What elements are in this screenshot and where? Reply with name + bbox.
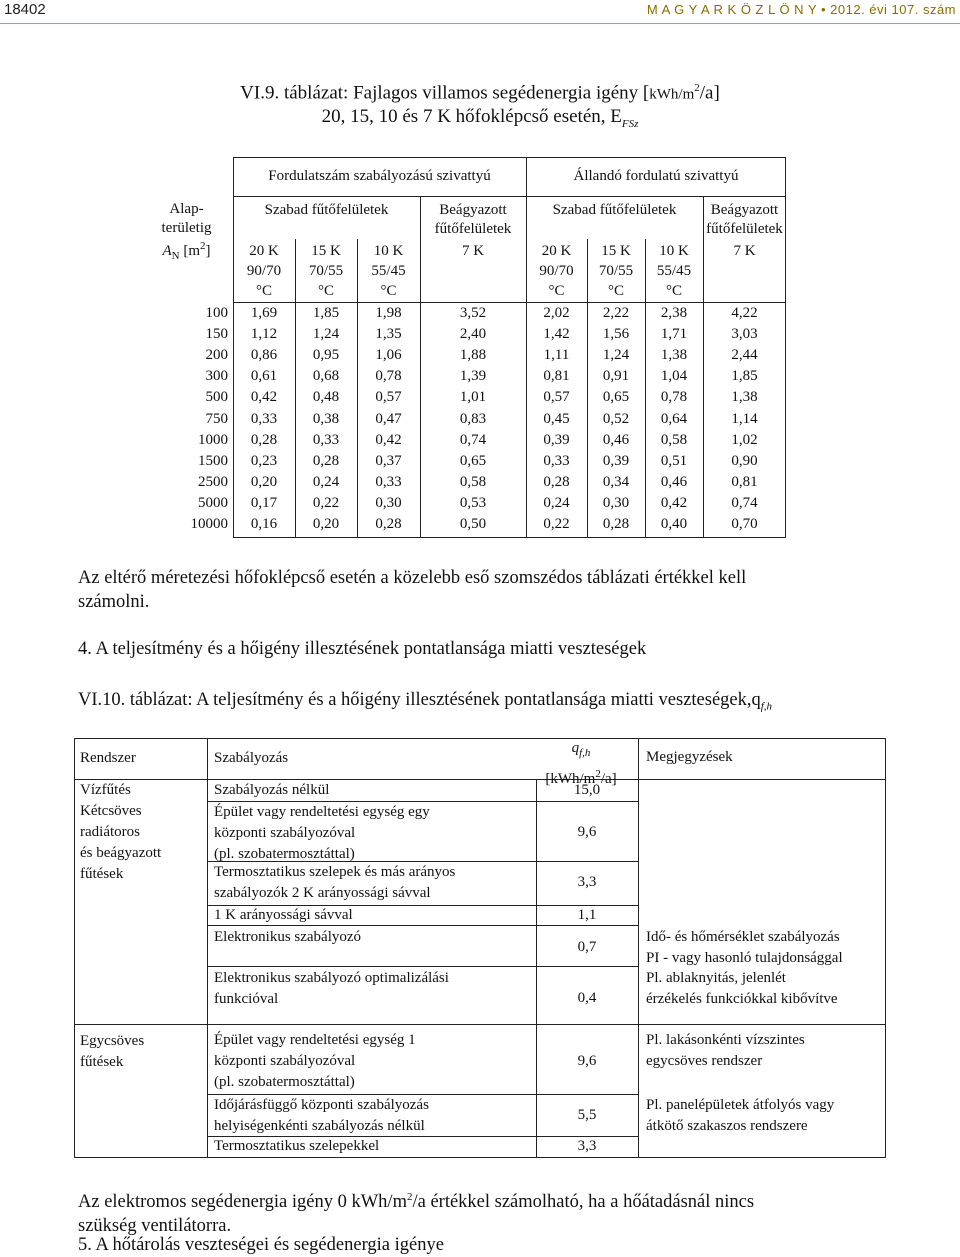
control-text: központi szabályozóval — [214, 825, 356, 841]
temp-header-col_20k: 20 K — [249, 243, 279, 259]
table-cell: 3,03 — [731, 326, 758, 343]
area-value: 1500 — [198, 452, 228, 469]
table-cell: 0,51 — [660, 452, 688, 469]
area-value: 300 — [205, 368, 228, 385]
journal-title: M A G Y A R K Ö Z L Ö N Y • 2012. évi 107. szám — [646, 2, 956, 17]
q-value: 0,7 — [577, 939, 597, 955]
area-label-1: Alap- — [169, 201, 204, 217]
control-text: 1 K arányossági sávval — [214, 907, 353, 923]
table-cell: 2,02 — [543, 305, 570, 321]
temp-header-col_20k: 90/70 — [539, 263, 574, 279]
temp-header-col_15k: 15 K — [311, 243, 341, 259]
control-text: Időjárásfüggő központi szabályozás — [214, 1097, 429, 1113]
paragraph-note: Az eltérő méretezési hőfoklépcső esetén a közelebb eső szomszédos táblázati értékkel kell számolni. — [78, 568, 747, 612]
table-cell: 0,30 — [602, 494, 630, 511]
table-cell: 1,06 — [375, 347, 402, 364]
table2-col-rule — [638, 738, 639, 1158]
note-text: átkötő szakaszos rendszere — [646, 1118, 808, 1134]
table-cell: 0,23 — [250, 452, 278, 469]
table-cell: 0,81 — [543, 368, 570, 385]
system-name: fűtések — [80, 866, 124, 882]
table-cell: 1,38 — [731, 389, 758, 406]
area-value: 200 — [205, 347, 228, 364]
control-text: Elektronikus szabályozó — [214, 929, 362, 945]
control-text: Épület vagy rendeltetési egység egy — [214, 804, 430, 820]
q-value: 0,4 — [577, 990, 597, 1006]
embedded-const-2: fűtőfelületek — [706, 221, 783, 237]
embedded-const-1: Beágyazott — [710, 202, 779, 218]
temp-header-col_15k: 70/55 — [598, 263, 634, 279]
q-value: 3,3 — [577, 1138, 597, 1154]
temp-header-col_15k: °C — [317, 283, 334, 299]
table-cell: 1,56 — [602, 326, 630, 343]
temp-header-col_10k: 10 K — [659, 243, 689, 259]
table-cell: 0,20 — [250, 473, 278, 490]
table-cell: 0,95 — [312, 347, 340, 364]
table-cell: 0,58 — [660, 431, 688, 448]
table2-header-rule — [74, 779, 886, 780]
table-cell: 0,39 — [602, 452, 630, 469]
table-cell: 3,52 — [459, 305, 487, 321]
table-cell: 0,28 — [312, 452, 340, 469]
table-cell: 0,39 — [543, 431, 570, 448]
paragraph-electric: Az elektromos segédenergia igény 0 kWh/$m^2/a$ értékkel számolható, ha a hőátadásnál nincs szükség ventilátorra. — [78, 1191, 755, 1237]
control-text: Termosztatikus szelepek és más arányos — [214, 864, 456, 880]
area-value: 2500 — [198, 473, 228, 490]
table-cell: 0,78 — [660, 389, 688, 406]
table2-group-rule — [74, 1024, 886, 1025]
table-cell: 0,81 — [731, 473, 758, 490]
temp-header-col_10k: 55/45 — [656, 263, 692, 279]
page-number: 18402 — [4, 1, 46, 18]
table-cell: 0,16 — [250, 516, 278, 532]
table-cell: 0,28 — [250, 431, 278, 448]
note-text: egycsöves rendszer — [646, 1053, 763, 1069]
table-cell: 0,53 — [459, 494, 487, 511]
control-text: helyiségenkénti szabályozás nélkül — [214, 1118, 425, 1134]
table-cell: 2,22 — [602, 305, 630, 321]
table-cell: 0,17 — [250, 494, 278, 511]
free-surfaces-const: Szabad fűtőfelületek — [552, 202, 677, 218]
embedded-var-1: Beágyazott — [439, 202, 507, 218]
table-cell: 0,22 — [312, 494, 340, 511]
table-cell: 0,33 — [312, 431, 340, 448]
head-q: $q_{f,h}$ $[kWh/m^2/a]$ — [545, 740, 617, 787]
area-value: 150 — [205, 326, 228, 343]
table-cell: 1,42 — [543, 326, 570, 343]
group-constant-speed: Állandó fordulatú szivattyú — [573, 168, 739, 184]
control-text: szabályozók 2 K arányossági sávval — [214, 885, 431, 901]
table-cell: 1,04 — [660, 368, 688, 385]
control-text: funkcióval — [214, 991, 279, 1007]
control-text: Épület vagy rendeltetési egység 1 — [214, 1032, 416, 1048]
table-cell: 0,50 — [459, 516, 487, 532]
table-cell: 0,64 — [660, 410, 688, 427]
control-text: (pl. szobatermosztáttal) — [214, 1074, 355, 1090]
table-cell: 0,57 — [543, 389, 570, 406]
group-variable-speed: Fordulatszám szabályozású szivattyú — [268, 168, 491, 184]
header-rule — [0, 23, 960, 24]
q-value: 1,1 — [577, 907, 597, 923]
table-cell: 1,71 — [660, 326, 688, 343]
table-cell: 0,37 — [375, 452, 402, 469]
head-notes: Megjegyzések — [646, 749, 733, 765]
area-value: 1000 — [198, 431, 228, 448]
table1-title-line2: 20, 15, 10 és 7 K hőfoklépcső esetén, $E_{FSz}$ — [321, 106, 639, 130]
table-cell: 0,42 — [375, 431, 402, 448]
table-cell: 4,22 — [731, 305, 758, 321]
table2-title: VI.10. táblázat: A teljesítmény és a hőigény illesztésének pontatlansága miatti $veszteségek,q_{f,h}$ — [78, 690, 773, 713]
temp-header-col_20k: 20 K — [541, 243, 572, 259]
temp-header-7k: 7 K — [733, 243, 756, 259]
table-cell: 0,33 — [375, 473, 402, 490]
control-text: központi szabályozóval — [214, 1053, 356, 1069]
table-cell: 1,88 — [459, 347, 487, 364]
table-cell: 1,14 — [731, 410, 758, 427]
note-text: PI - vagy hasonló tulajdonsággal — [646, 950, 843, 966]
q-value: 9,6 — [577, 824, 597, 840]
control-text: Termosztatikus szelepekkel — [214, 1138, 380, 1154]
table-cell: 0,91 — [602, 368, 630, 385]
temp-header-col_15k: 15 K — [601, 243, 631, 259]
table-cell: 0,22 — [543, 516, 570, 532]
table-cell: 1,98 — [375, 305, 402, 321]
table-cell: 2,40 — [459, 326, 487, 343]
note-text: Pl. lakásonkénti vízszintes — [646, 1032, 805, 1048]
table-cell: 0,58 — [459, 473, 487, 490]
table-cell: 1,38 — [660, 347, 688, 364]
table-cell: 0,30 — [375, 494, 402, 511]
table-cell: 0,33 — [543, 452, 570, 469]
area-value: 100 — [205, 305, 228, 321]
temp-header-col_20k: °C — [255, 283, 272, 299]
table-cell: 0,90 — [731, 452, 758, 469]
q-value: 5,5 — [577, 1107, 597, 1123]
table-cell: 1,39 — [459, 368, 487, 385]
table-cell: 0,24 — [543, 494, 570, 511]
section-5-heading: 5. A hőtárolás veszteségei és segédenergia igénye — [78, 1235, 444, 1255]
table-cell: 0,61 — [250, 368, 278, 385]
temp-header-col_10k: °C — [665, 283, 682, 299]
embedded-var-2: fűtőfelületek — [434, 221, 512, 237]
system-name: Vízfűtés — [80, 782, 131, 798]
table-cell: 0,78 — [375, 368, 402, 385]
table-cell: 0,74 — [459, 431, 487, 448]
table-cell: 0,68 — [312, 368, 340, 385]
q-value: 15,0 — [573, 782, 601, 798]
table-cell: 0,70 — [731, 516, 758, 532]
table-cell: 0,52 — [602, 410, 630, 427]
free-surfaces-var: Szabad fűtőfelületek — [264, 202, 389, 218]
temp-header-col_10k: 55/45 — [371, 263, 406, 279]
table-cell: 0,45 — [543, 410, 570, 427]
table2-row-rule — [207, 966, 638, 967]
table-cell: 1,24 — [312, 326, 340, 343]
area-value: 5000 — [198, 494, 228, 511]
area-value: 750 — [205, 410, 228, 427]
control-text: Elektronikus szabályozó optimalizálási — [214, 970, 449, 986]
table-cell: 0,28 — [543, 473, 570, 490]
table-cell: 2,44 — [731, 347, 758, 364]
q-value: 3,3 — [577, 874, 597, 890]
table-cell: 1,12 — [250, 326, 278, 343]
note-text: érzékelés funkciókkal kibővítve — [646, 991, 838, 1007]
area-value: 10000 — [190, 516, 228, 532]
area-value: 500 — [205, 389, 228, 406]
head-system: Rendszer — [80, 750, 136, 766]
area-label-2: területig — [161, 220, 212, 236]
table-cell: 1,69 — [250, 305, 278, 321]
table-cell: 1,85 — [312, 305, 340, 321]
table-cell: 0,48 — [312, 389, 340, 406]
note-text: Pl. ablaknyitás, jelenlét — [646, 970, 786, 986]
table-cell: 0,65 — [602, 389, 630, 406]
note-text: Idő- és hőmérséklet szabályozás — [646, 929, 840, 945]
table-cell: 1,11 — [543, 347, 570, 364]
q-value: 9,6 — [577, 1053, 597, 1069]
control-text: (pl. szobatermosztáttal) — [214, 846, 355, 862]
system-name: Egycsöves — [80, 1033, 145, 1049]
table-cell: 0,24 — [312, 473, 340, 490]
head-control: Szabályozás — [214, 750, 289, 766]
page-header — [0, 0, 960, 24]
table-cell: 0,46 — [602, 431, 630, 448]
temp-header-col_10k: °C — [380, 283, 397, 299]
section-4-heading: 4. A teljesítmény és a hőigény illesztésének pontatlansága miatti veszteségek — [78, 639, 647, 659]
table-cell: 0,65 — [459, 452, 487, 469]
table-cell: 1,35 — [375, 326, 402, 343]
table-cell: 0,40 — [660, 516, 688, 532]
temp-header-col_10k: 10 K — [373, 243, 404, 259]
table-cell: 0,28 — [375, 516, 402, 532]
temp-header-col_15k: °C — [607, 283, 624, 299]
table-cell: 0,46 — [660, 473, 688, 490]
table-cell: 0,47 — [375, 410, 402, 427]
table-cell: 0,20 — [312, 516, 340, 532]
table-cell: 0,38 — [312, 410, 340, 427]
table-cell: 0,42 — [250, 389, 278, 406]
table-cell: 0,57 — [375, 389, 402, 406]
note-text: Pl. panelépületek átfolyós vagy — [646, 1097, 835, 1113]
temp-header-col_15k: 70/55 — [308, 263, 344, 279]
table-cell: 0,42 — [660, 494, 688, 511]
table-cell: 0,74 — [731, 494, 758, 511]
temp-header-col_20k: 90/70 — [246, 263, 282, 279]
system-name: fűtések — [80, 1054, 124, 1070]
table-cell: 0,33 — [250, 410, 278, 427]
system-name: Kétcsöves — [80, 803, 142, 819]
temp-header-col_20k: °C — [548, 283, 565, 299]
table-cell: 1,85 — [731, 368, 758, 385]
table-cell: 0,34 — [602, 473, 630, 490]
table-cell: 0,83 — [459, 410, 487, 427]
control-text: Szabályozás nélkül — [214, 782, 330, 798]
table1-title-line1: VI.9. táblázat: Fajlagos villamos segédenergia igény $[kWh/m^2/a]$ — [240, 82, 720, 104]
table-cell: 0,86 — [250, 347, 278, 364]
table-cell: 1,02 — [731, 431, 758, 448]
temp-header-7k: 7 K — [461, 243, 485, 259]
table-cell: 1,01 — [459, 389, 487, 406]
table-cell: 2,38 — [660, 305, 688, 321]
area-label-3: $A_N$ $[m^2]$ — [162, 240, 211, 262]
system-name: és beágyazott — [80, 845, 162, 861]
system-name: radiátoros — [80, 824, 140, 840]
table-cell: 0,28 — [602, 516, 630, 532]
table-cell: 1,24 — [602, 347, 630, 364]
